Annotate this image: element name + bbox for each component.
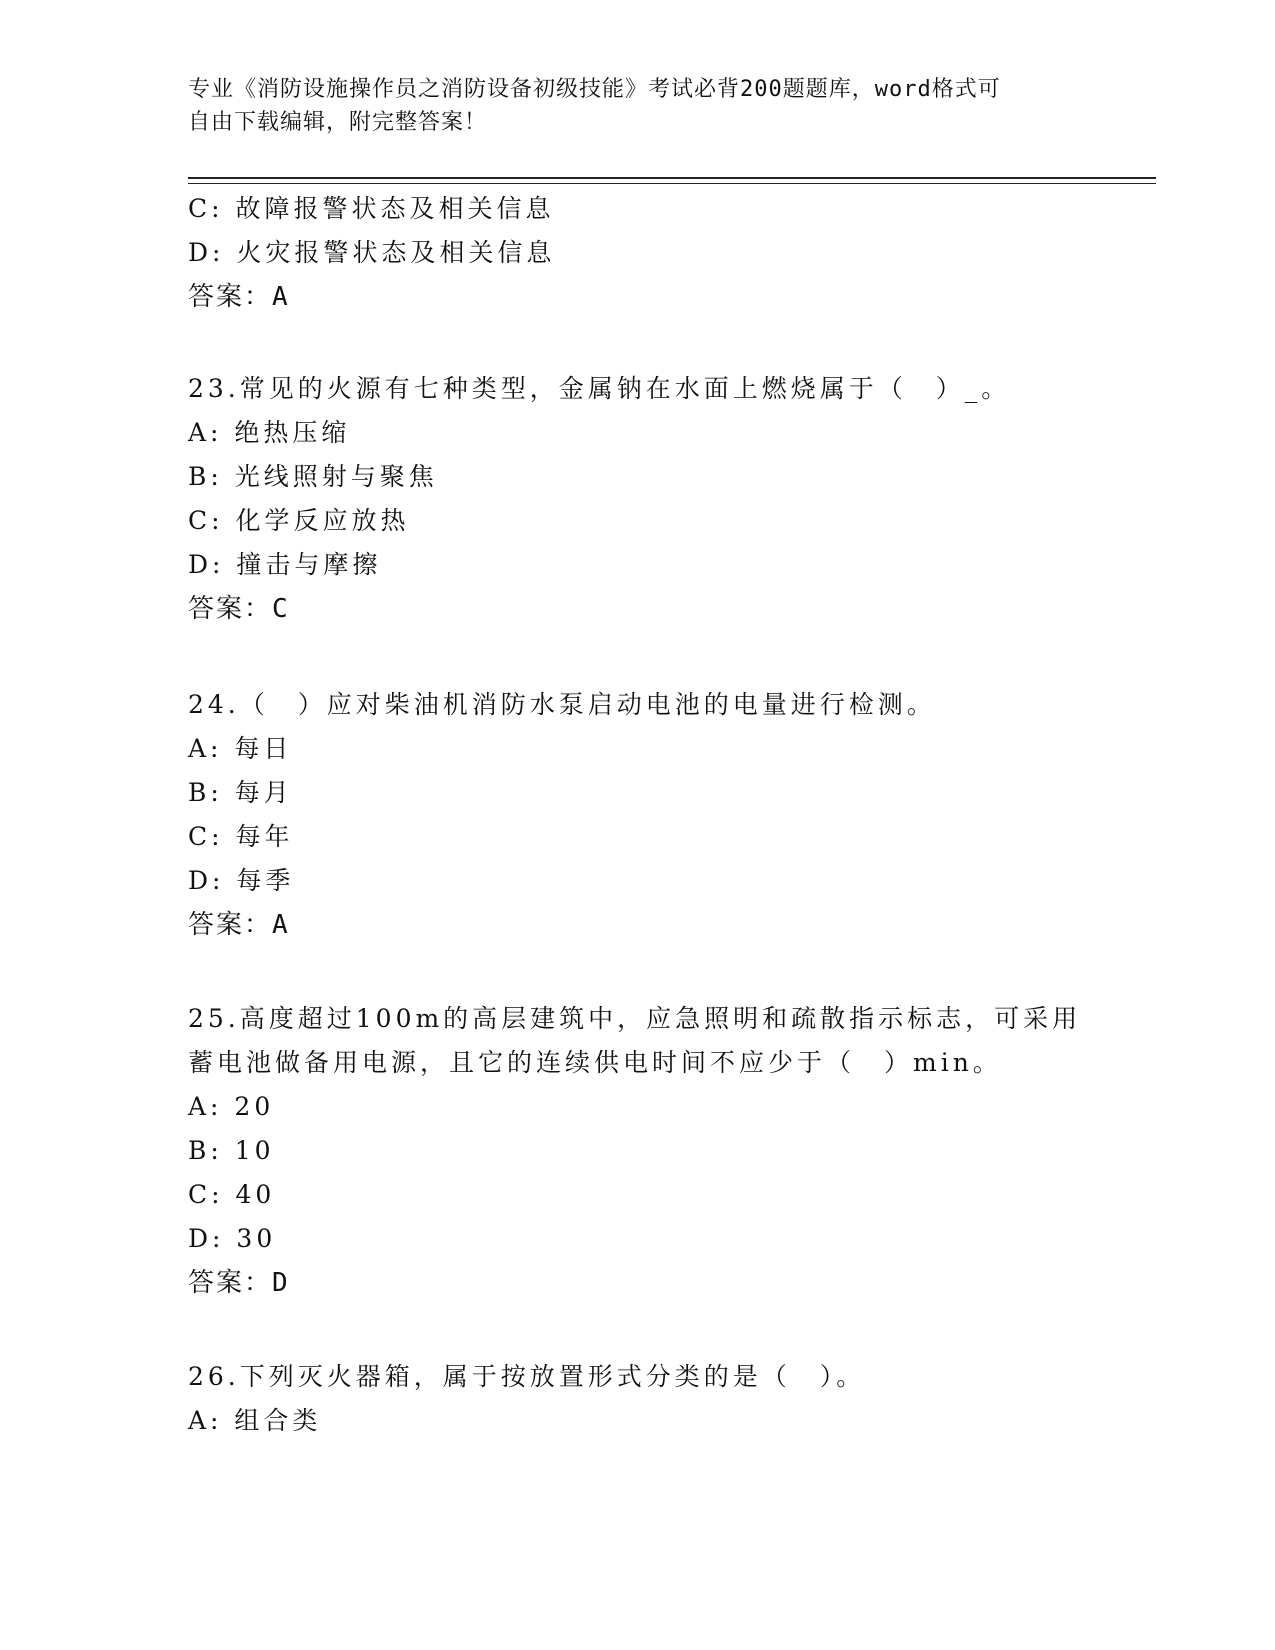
q24-option-a: A: 每日 [188,734,293,763]
q24-answer: 答案：A [188,910,290,940]
q25-option-a: A: 20 [188,1092,275,1121]
q24-option-b: B: 每月 [188,778,293,807]
q25-option-c: C: 40 [188,1180,276,1209]
q22-answer: 答案：A [188,282,290,312]
q24-option-c: C: 每年 [188,822,294,851]
header-line-1: 专业《消防设施操作员之消防设备初级技能》考试必背200题题库，word格式可 [188,77,1001,102]
header-divider-thin [188,183,1156,184]
q23-option-b: B: 光线照射与聚焦 [188,462,438,491]
q25-stem-line-2: 蓄电池做备用电源，且它的连续供电时间不应少于（ ）min。 [188,1048,1002,1077]
q23-option-d: D: 撞击与摩擦 [188,550,382,579]
q25-option-b: B: 10 [188,1136,275,1165]
q26-option-a: A: 组合类 [188,1406,322,1435]
q22-option-c: C: 故障报警状态及相关信息 [188,194,555,223]
q25-stem-line-1: 25.高度超过100m的高层建筑中，应急照明和疏散指示标志，可采用 [188,1004,1082,1033]
document-header [188,73,1088,139]
q24-option-d: D: 每季 [188,866,295,895]
q23-answer: 答案：C [188,594,290,624]
q22-option-d: D: 火灾报警状态及相关信息 [188,238,556,267]
header-divider-thick [188,177,1156,179]
q23-stem: 23.常见的火源有七种类型，金属钠在水面上燃烧属于（ ）_。 [188,374,1011,403]
q25-option-d: D: 30 [188,1224,277,1253]
q26-stem: 26.下列灭火器箱，属于按放置形式分类的是（ ）。 [188,1362,866,1391]
header-line-2: 自由下载编辑，附完整答案！ [188,110,488,135]
q25-answer: 答案：D [188,1268,290,1298]
q23-option-c: C: 化学反应放热 [188,506,410,535]
q23-option-a: A: 绝热压缩 [188,418,351,447]
q24-stem: 24.（ ）应对柴油机消防水泵启动电池的电量进行检测。 [188,690,936,719]
